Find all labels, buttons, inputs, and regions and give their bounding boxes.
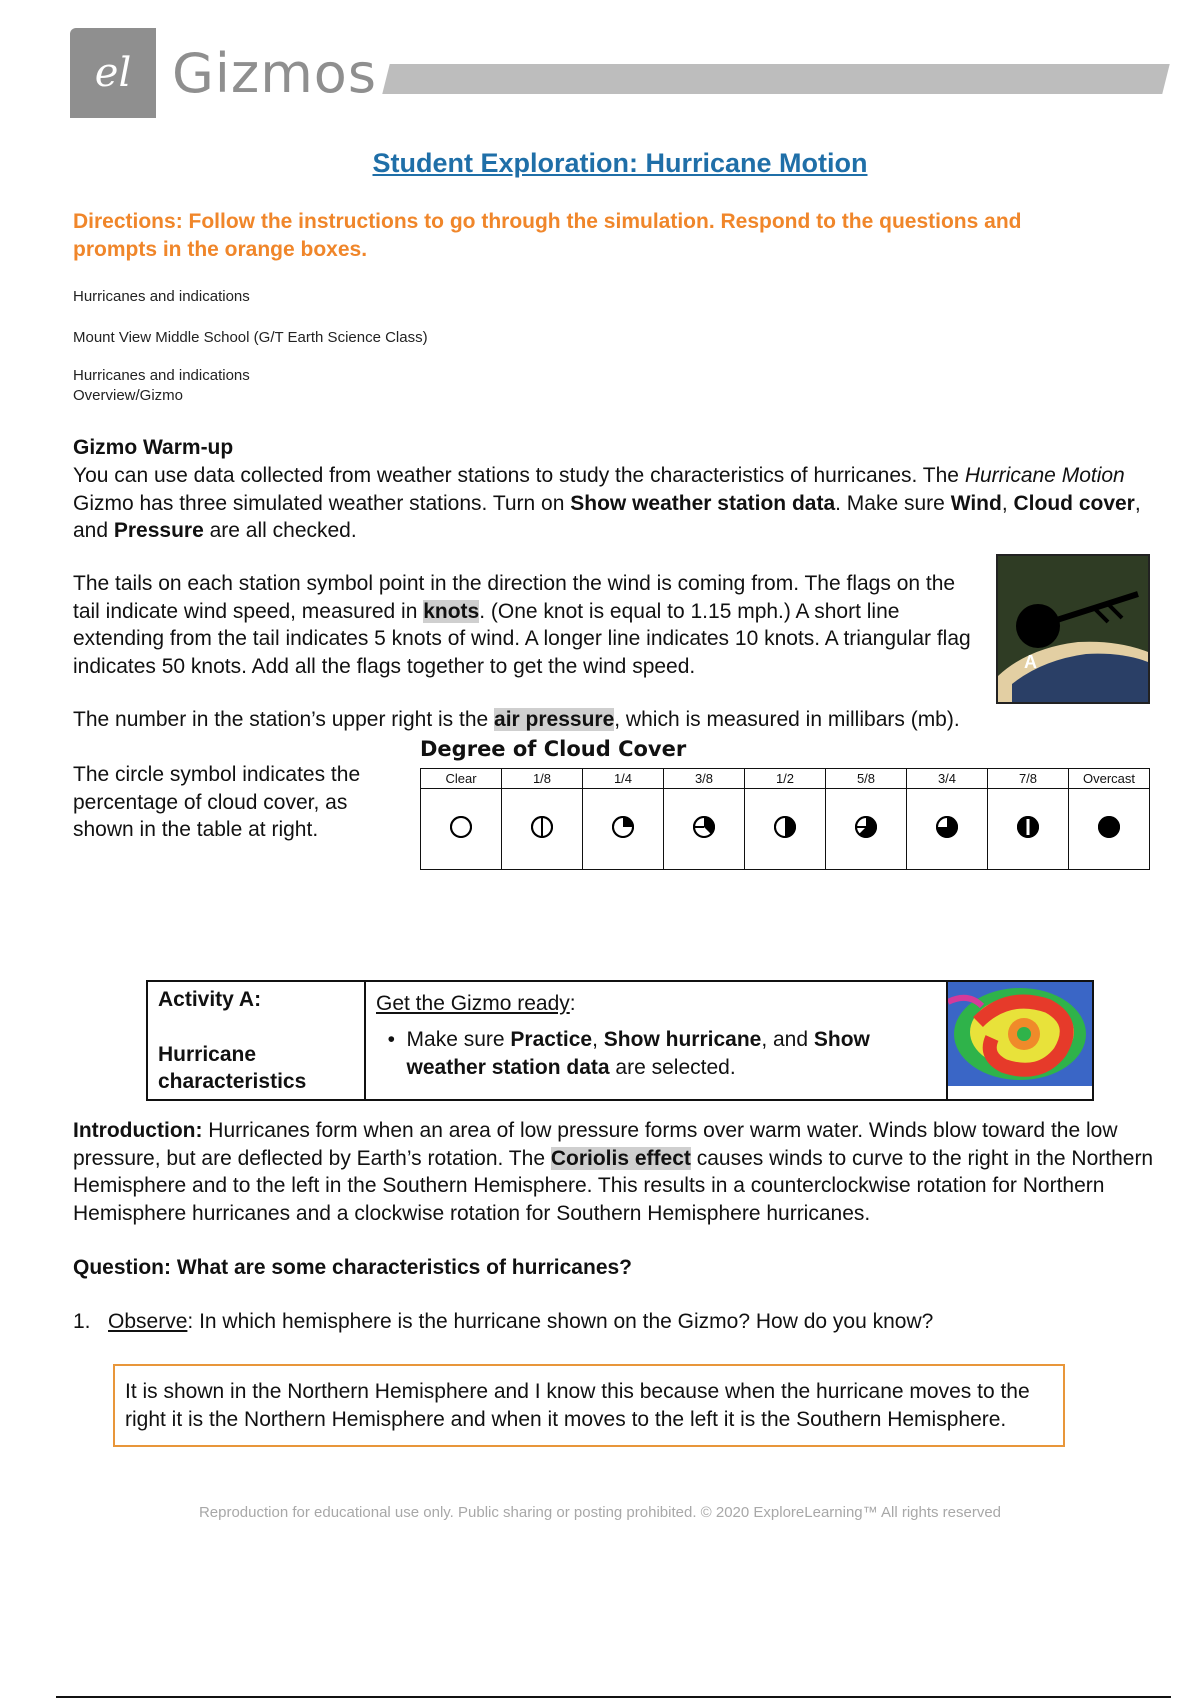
wind-tails-paragraph: The tails on each station symbol point in the direction the wind is coming from. The flags on the tail indicate wind speed, measured in knots. (One knot is equal to 1.15 mph.) A short line extending from the tail indicates 5 knots of wind. A longer line indicates 10 knots. A triangular flag indicates 50 knots. Add all the flags together to get the wind speed.: [73, 572, 971, 678]
activity-name-line2: characteristics: [158, 1070, 307, 1093]
hurricane-radar-image: [948, 982, 1092, 1086]
meta-topic-2: Hurricanes and indications: [73, 367, 250, 384]
meta-school: Mount View Middle School (G/T Earth Science Class): [73, 329, 428, 346]
cloud-cover-symbol-cell: [421, 789, 502, 870]
gizmos-logo-mark: el: [70, 28, 156, 118]
cloud-cover-symbol-cell: [826, 789, 907, 870]
meta-topic: Hurricanes and indications: [73, 288, 250, 305]
activity-name-line1: Hurricane: [158, 1043, 257, 1066]
cc-label: 1/8: [502, 769, 583, 789]
cloud-cover-symbol-cell: [583, 789, 664, 870]
cloud-cover-symbol-cell: [745, 789, 826, 870]
activity-table: [146, 980, 1094, 1101]
cloud-cover-symbol: [935, 815, 959, 839]
cloud-cover-symbol-cell: [988, 789, 1069, 870]
cloud-cover-heading: Degree of Cloud Cover: [420, 737, 687, 761]
cloud-cover-symbol: [854, 815, 878, 839]
cloud-cover-symbol: [773, 815, 797, 839]
meta-overview: Overview/Gizmo: [73, 387, 184, 404]
activity-label: Activity A:: [158, 988, 262, 1011]
header-bar: [382, 64, 1169, 94]
introduction-paragraph: Introduction: Hurricanes form when an area of low pressure forms over warm water. Winds blow toward the low pressure, but are deflected by Earth’s rotation. The Coriolis effect causes winds to curve to the right in the Northern Hemisphere and to the left in the Southern Hemisphere. This results in a counterclockwise rotation for Northern Hemisphere hurricanes and a clockwise rotation for Southern Hemisphere hurricanes.: [73, 1119, 1154, 1225]
cloud-cover-symbol-row: [421, 789, 1150, 870]
cloud-cover-symbol: [1097, 815, 1121, 839]
activity-bullet: Make sure Practice, Show hurricane, and Show weather station data are selected.: [406, 1028, 870, 1079]
cloud-cover-symbol: [1016, 815, 1040, 839]
cloud-cover-table: [420, 768, 1150, 870]
main-question: Question: What are some characteristics of hurricanes?: [73, 1256, 633, 1279]
gizmo-ready-label: Get the Gizmo ready: [376, 992, 570, 1015]
cc-label: 1/4: [583, 769, 664, 789]
cc-label: 1/2: [745, 769, 826, 789]
cloud-cover-header-row: [421, 769, 1150, 789]
warmup-heading: Gizmo Warm-up: [73, 436, 234, 459]
footer-copyright: Reproduction for educational use only. Public sharing or posting prohibited. © 2020 ExploreLearning™ All rights reserved: [198, 1504, 1002, 1521]
cloud-cover-symbol: [449, 815, 473, 839]
directions-text: Directions: Follow the instructions to go through the simulation. Respond to the questions and prompts in the orange boxes.: [73, 210, 1022, 261]
answer-box[interactable]: It is shown in the Northern Hemisphere and I know this because when the hurricane moves to the right it is the Northern Hemisphere and when it moves to the left it is the Southern Hemisphere.: [113, 1364, 1065, 1447]
cc-label: 3/8: [664, 769, 745, 789]
bottom-rule: [56, 1696, 1171, 1698]
cloud-cover-symbol-cell: [664, 789, 745, 870]
cloud-cover-symbol-cell: [502, 789, 583, 870]
cloud-cover-symbol-cell: [907, 789, 988, 870]
cc-label: 7/8: [988, 769, 1069, 789]
hurricane-image-cell: [947, 981, 1093, 1100]
activity-label-cell: [147, 981, 365, 1100]
cc-label: 3/4: [907, 769, 988, 789]
activity-instructions-cell: Get the Gizmo ready: • Make sure Practice, Show hurricane, and Show weather station data are selected.: [365, 981, 947, 1100]
gizmos-logo-word: Gizmos: [172, 42, 377, 105]
question-1: 1. Observe: In which hemisphere is the hurricane shown on the Gizmo? How do you know?: [73, 1310, 934, 1333]
cloud-cover-symbol: [611, 815, 635, 839]
cloud-cover-paragraph: The circle symbol indicates the percentage of cloud cover, as shown in the table at right.: [73, 763, 361, 841]
station-label: A: [1024, 652, 1037, 672]
warmup-paragraph: You can use data collected from weather stations to study the characteristics of hurricanes. The Hurricane Motion Gizmo has three simulated weather stations. Turn on Show weather station data. Make sure Wind, Cloud cover, and Pressure are all checked.: [73, 464, 1141, 542]
weather-station-image: [996, 554, 1150, 704]
cc-label: Overcast: [1069, 769, 1150, 789]
cloud-cover-symbol: [530, 815, 554, 839]
page-title: Student Exploration: Hurricane Motion: [372, 148, 868, 178]
air-pressure-paragraph: The number in the station’s upper right is the air pressure, which is measured in millibars (mb).: [73, 708, 960, 731]
cc-label: Clear: [421, 769, 502, 789]
cloud-cover-symbol: [692, 815, 716, 839]
cc-label: 5/8: [826, 769, 907, 789]
cloud-cover-symbol-cell: [1069, 789, 1150, 870]
bullet-icon: •: [387, 1028, 395, 1051]
